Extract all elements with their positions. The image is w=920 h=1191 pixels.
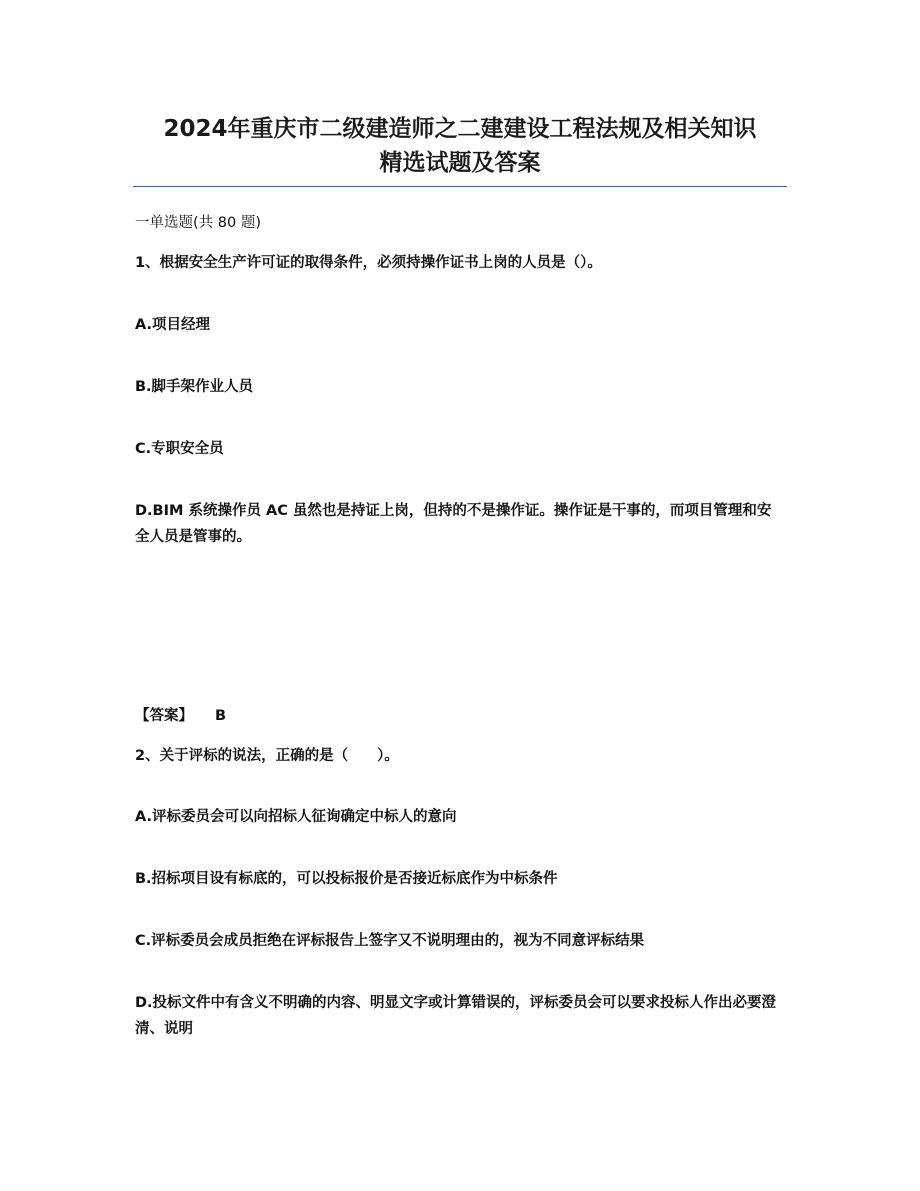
question-2-option-b: B.招标项目设有标底的，可以投标报价是否接近标底作为中标条件 xyxy=(135,871,558,887)
question-1-explanation: D.BIM 系统操作员 AC 虽然也是持证上岗，但持的不是操作证。操作证是干事的，而项目管理和安全人员是管事的。 xyxy=(135,503,772,545)
section-label: 一单选题(共 80 题) xyxy=(135,215,261,231)
answer-label: 【答案】 xyxy=(135,708,193,724)
question-2-option-d: D.投标文件中有含义不明确的内容、明显文字或计算错误的，评标委员会可以要求投标人作出必要澄清、说明 xyxy=(135,995,777,1037)
question-2-stem: 2、关于评标的说法，正确的是（ ）。 xyxy=(135,748,399,764)
title-divider xyxy=(133,186,787,187)
question-1-answer xyxy=(135,703,226,729)
answer-value: B xyxy=(215,708,227,724)
title-line-2: 精选试题及答案 xyxy=(379,150,541,176)
question-2-option-a: A.评标委员会可以向招标人征询确定中标人的意向 xyxy=(135,809,457,825)
question-1-option-a: A.项目经理 xyxy=(135,317,210,333)
question-1-stem: 1、根据安全生产许可证的取得条件，必须持操作证书上岗的人员是（）。 xyxy=(135,255,602,271)
title-line-1: 2024年重庆市二级建造师之二建建设工程法规及相关知识 xyxy=(163,116,757,142)
question-2-option-c: C.评标委员会成员拒绝在评标报告上签字又不说明理由的，视为不同意评标结果 xyxy=(135,933,645,949)
question-1-option-c: C.专职安全员 xyxy=(135,441,224,457)
page-title xyxy=(130,112,790,180)
question-1-option-b: B.脚手架作业人员 xyxy=(135,379,254,395)
